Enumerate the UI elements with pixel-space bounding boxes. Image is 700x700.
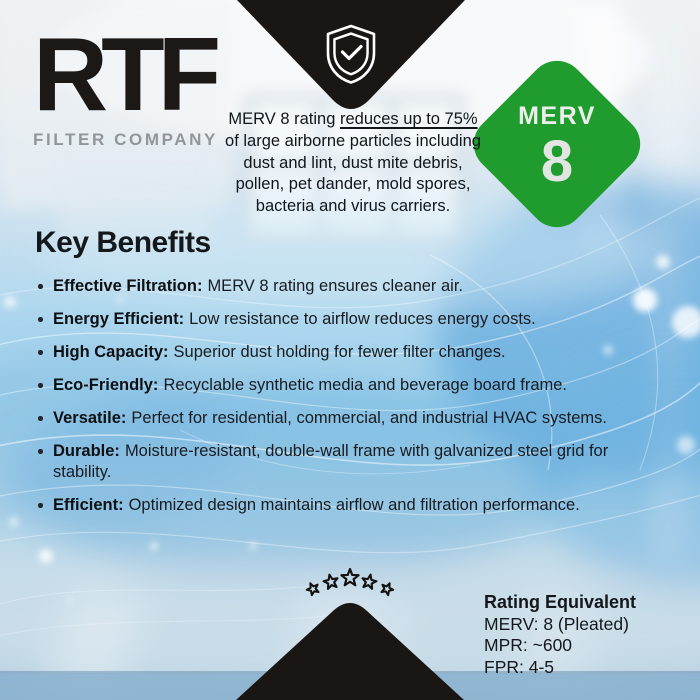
benefit-text: Low resistance to airflow reduces energy costs. xyxy=(189,310,536,328)
benefit-item xyxy=(36,342,664,363)
bullet-dot xyxy=(38,284,43,289)
benefit-text: Superior dust holding for fewer filter changes. xyxy=(173,343,506,361)
star-icon xyxy=(305,581,321,596)
benefit-item xyxy=(36,375,664,396)
benefit-label: Efficient: xyxy=(53,496,124,514)
benefit-item xyxy=(36,495,664,516)
brand-logo-subtitle: FILTER COMPANY xyxy=(33,130,218,150)
benefit-label: Energy Efficient: xyxy=(53,310,185,328)
benefit-label: Effective Filtration: xyxy=(53,277,203,295)
merv-badge xyxy=(490,77,624,211)
benefits-title: Key Benefits xyxy=(35,226,211,259)
bottom-ribbon-shape xyxy=(236,603,464,700)
rating-line-merv: MERV: 8 (Pleated) xyxy=(484,613,629,634)
bullet-dot xyxy=(38,350,43,355)
star-icon xyxy=(379,581,395,596)
benefits-list xyxy=(36,276,664,528)
benefit-text: Moisture-resistant, double-wall frame with galvanized steel grid for stability. xyxy=(53,442,609,481)
brand-logo xyxy=(33,17,218,150)
benefit-text: Recyclable synthetic media and beverage board frame. xyxy=(163,376,567,394)
benefit-label: Durable: xyxy=(53,442,120,460)
bullet-dot xyxy=(38,416,43,421)
bullet-dot xyxy=(38,449,43,454)
intro-paragraph xyxy=(224,109,482,218)
rating-line-fpr: FPR: 4-5 xyxy=(484,656,555,677)
rating-line-mpr: MPR: ~600 xyxy=(484,635,573,655)
merv-badge-value: 8 xyxy=(540,128,574,194)
merv-badge-label: MERV xyxy=(518,101,596,130)
bullet-dot xyxy=(38,503,43,508)
intro-text-start: MERV 8 rating xyxy=(228,110,340,128)
intro-text-rest: of large airborne particles including dust and lint, dust mite debris, pollen, pet dander, mold spores, bacteria and virus carriers. xyxy=(225,131,481,216)
bullet-dot xyxy=(38,383,43,388)
five-star-arc-icon xyxy=(278,561,422,605)
benefit-label: Eco-Friendly: xyxy=(53,376,159,394)
rating-equivalent-title: Rating Equivalent xyxy=(484,592,637,612)
star-icon xyxy=(322,573,339,589)
star-icon xyxy=(361,573,378,589)
benefit-item xyxy=(36,276,664,297)
benefit-text: Optimized design maintains airflow and filtration performance. xyxy=(128,496,580,514)
intro-text-underlined: reduces up to 75% xyxy=(339,110,478,128)
rating-equivalent-block xyxy=(484,592,636,678)
benefit-text: Perfect for residential, commercial, and industrial HVAC systems. xyxy=(131,409,607,427)
star-icon xyxy=(341,569,358,585)
bullet-dot xyxy=(38,317,43,322)
benefit-item xyxy=(36,309,664,330)
benefit-item xyxy=(36,408,664,429)
benefit-label: High Capacity: xyxy=(53,343,169,361)
brand-logo-text: RTF xyxy=(33,17,215,133)
benefit-text: MERV 8 rating ensures cleaner air. xyxy=(207,277,464,295)
benefit-label: Versatile: xyxy=(53,409,127,427)
benefit-item xyxy=(36,441,664,483)
